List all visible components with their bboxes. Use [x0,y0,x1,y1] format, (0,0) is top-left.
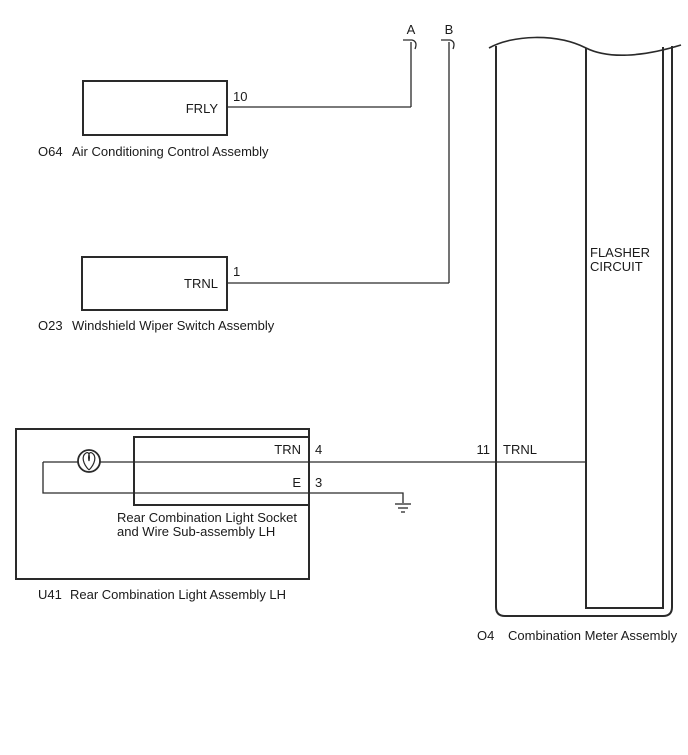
o23-code: O23 [38,318,63,333]
o23-terminal-label: TRNL [184,276,218,291]
socket-caption-line1: Rear Combination Light Socket [117,510,297,525]
o23-name: Windshield Wiper Switch Assembly [72,318,275,333]
o4-name: Combination Meter Assembly [508,628,678,643]
flasher-circuit-label-line2: CIRCUIT [590,259,643,274]
o4-code: O4 [477,628,495,643]
socket-terminal-e-label: E [292,475,301,490]
o64-code: O64 [38,144,63,159]
o4-terminal-label: TRNL [503,442,537,457]
o23-pin-number: 1 [233,264,241,279]
socket-caption-line2: and Wire Sub-assembly LH [117,524,276,539]
connector-a-continuation-icon [403,40,416,49]
connector-b-continuation-icon [441,40,454,49]
connector-b-label: B [444,22,454,37]
flasher-circuit-box [586,47,663,608]
connector-a-label: A [406,22,416,37]
o64-terminal-label: FRLY [185,101,218,116]
o4-component-box [496,46,672,616]
u41-name: Rear Combination Light Assembly LH [70,587,287,602]
socket-pin-4: 4 [315,442,323,457]
u41-code: U41 [38,587,62,602]
flasher-circuit-label-line1: FLASHER [590,245,650,260]
bulb-icon [78,450,100,472]
o64-name: Air Conditioning Control Assembly [72,144,269,159]
o4-pin-number: 11 [476,442,490,457]
o64-pin-number: 10 [233,89,248,104]
socket-pin-3: 3 [315,475,323,490]
ground-icon [395,504,411,512]
socket-terminal-trn-label: TRN [274,442,301,457]
